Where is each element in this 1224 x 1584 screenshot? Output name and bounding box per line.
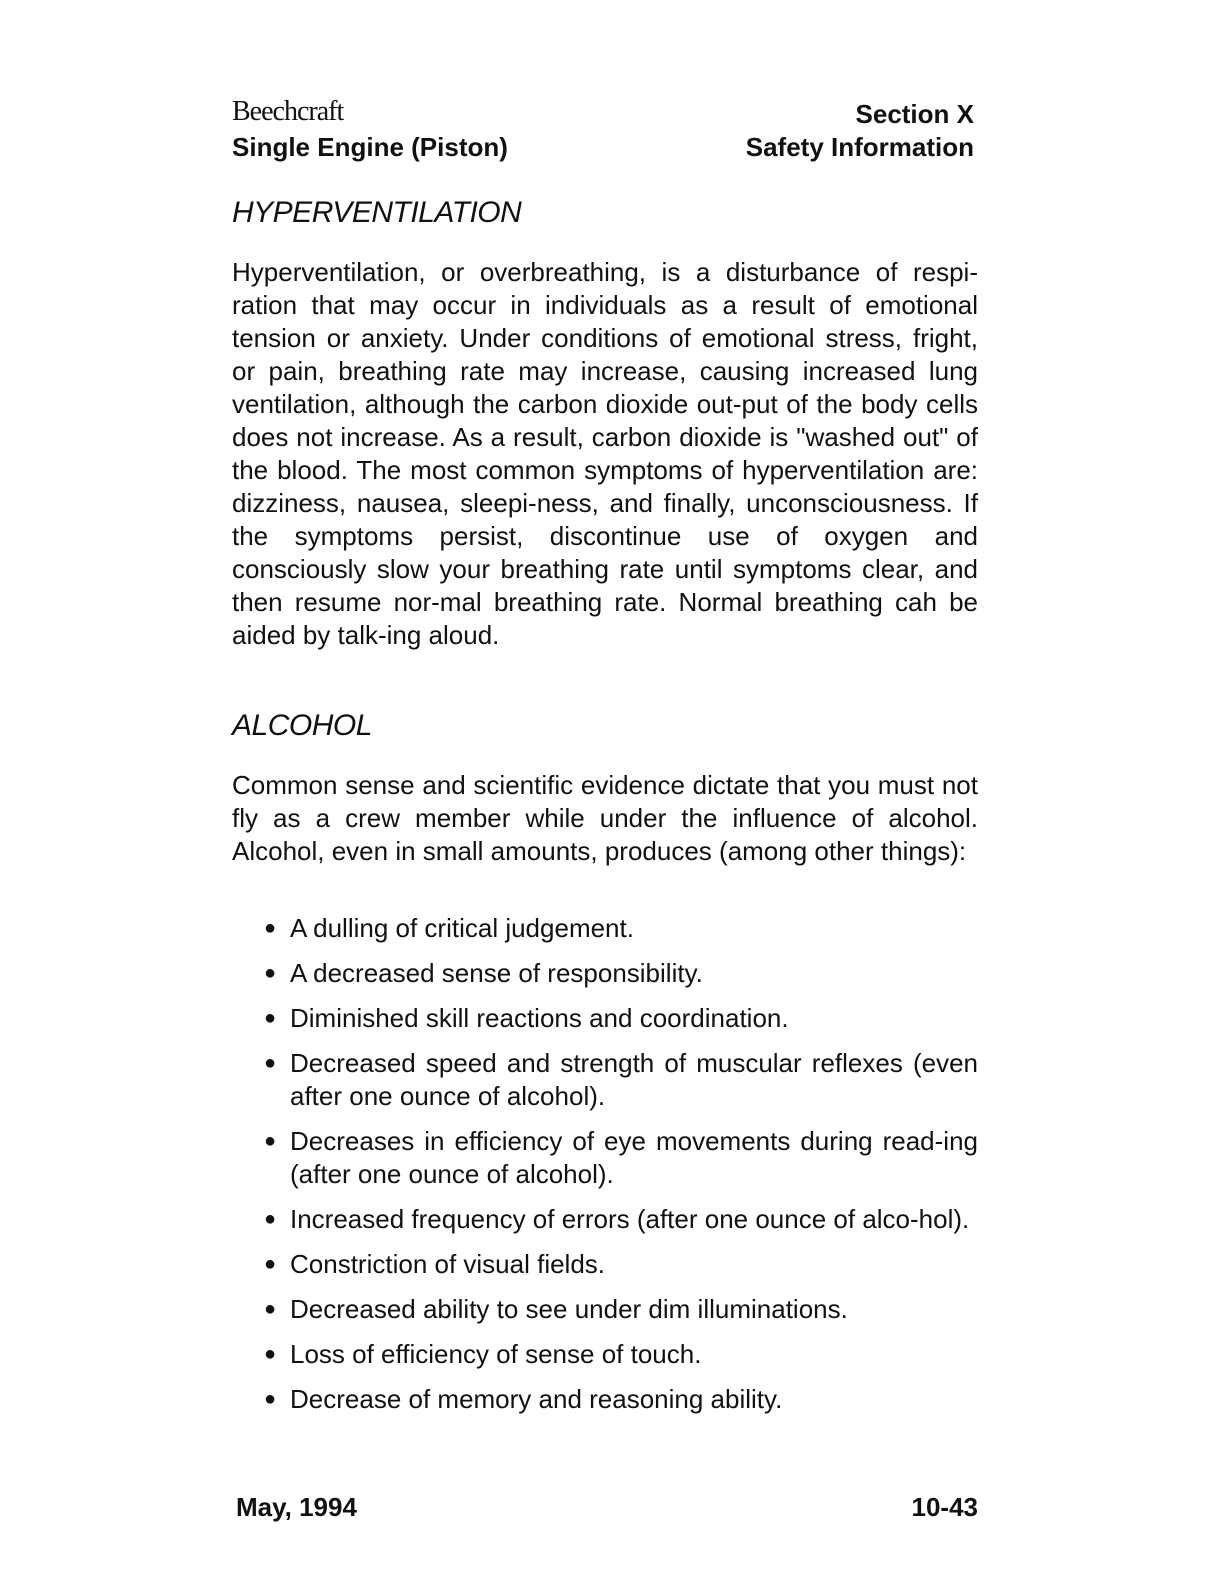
list-item	[260, 1125, 978, 1191]
list-item-text: Loss of efficiency of sense of touch.	[290, 1339, 702, 1369]
list-item-text: Constriction of visual fields.	[290, 1249, 606, 1279]
list-item	[260, 1248, 978, 1281]
page-number: 10-43	[911, 1492, 978, 1522]
manual-page	[232, 92, 978, 1532]
list-item	[260, 1002, 978, 1035]
section-title: Safety Information	[745, 132, 974, 162]
beechcraft-logo: Beechcraft	[232, 96, 344, 127]
bullet-icon: ●	[264, 1052, 277, 1074]
hyperventilation-paragraph: Hyperventilation, or overbreathing, is a disturbance of respi-ration that may occur in individuals as a result of emotional tension or anxiety. Under conditions of emotional stress, fright, or pain, breathing rate may increase, causing increased lung ventilation, although the carbon dioxide out-put of the body cells does not increase. As a result, carbon dioxide is "washed out" of the blood. The most common symptoms of hyperventilation are: dizziness, nausea, sleepi-ness, and finally, unconsciousness. If the symptoms persist, discontinue use of oxygen and consciously slow your breathing rate until symptoms clear, and then resume nor-mal breathing rate. Normal breathing cah be aided by talk-ing aloud.	[232, 257, 978, 650]
page-footer	[232, 1492, 978, 1528]
bullet-icon: ●	[264, 1343, 277, 1365]
bullet-icon: ●	[264, 1298, 277, 1320]
bullet-icon: ●	[264, 1130, 277, 1152]
list-item-text: Decreases in efficiency of eye movements during read-ing (after one ounce of alcohol).	[290, 1126, 978, 1189]
page-header	[232, 92, 978, 168]
section-info	[746, 98, 974, 164]
list-item	[260, 1383, 978, 1416]
bullet-icon: ●	[264, 1007, 277, 1029]
alcohol-heading: ALCOHOL	[232, 709, 372, 742]
bullet-icon: ●	[264, 917, 277, 939]
bullet-icon: ●	[264, 1208, 277, 1230]
bullet-icon: ●	[264, 1388, 277, 1410]
aircraft-type: Single Engine (Piston)	[232, 132, 508, 162]
publication-date: May, 1994	[236, 1492, 357, 1522]
list-item	[260, 1293, 978, 1326]
list-item-text: A dulling of critical judgement.	[290, 913, 634, 943]
list-item-text: Decrease of memory and reasoning ability.	[290, 1384, 783, 1414]
alcohol-effects-list	[260, 912, 978, 1428]
list-item-text: A decreased sense of responsibility.	[290, 958, 703, 988]
alcohol-paragraph: Common sense and scientific evidence dictate that you must not fly as a crew member while under the influence of alcohol. Alcohol, even in small amounts, produces (among other things):	[232, 770, 978, 866]
section-number: Section X	[855, 99, 974, 129]
hyperventilation-heading: HYPERVENTILATION	[232, 196, 522, 229]
list-item	[260, 912, 978, 945]
list-item	[260, 957, 978, 990]
list-item-text: Diminished skill reactions and coordination.	[290, 1003, 789, 1033]
bullet-icon: ●	[264, 1253, 277, 1275]
list-item-text: Decreased ability to see under dim illuminations.	[290, 1294, 848, 1324]
list-item-text: Increased frequency of errors (after one ounce of alco-hol).	[290, 1204, 970, 1234]
list-item-text: Decreased speed and strength of muscular reflexes (even after one ounce of alcohol).	[290, 1048, 978, 1111]
list-item	[260, 1047, 978, 1113]
list-item	[260, 1203, 978, 1236]
bullet-icon: ●	[264, 962, 277, 984]
list-item	[260, 1338, 978, 1371]
